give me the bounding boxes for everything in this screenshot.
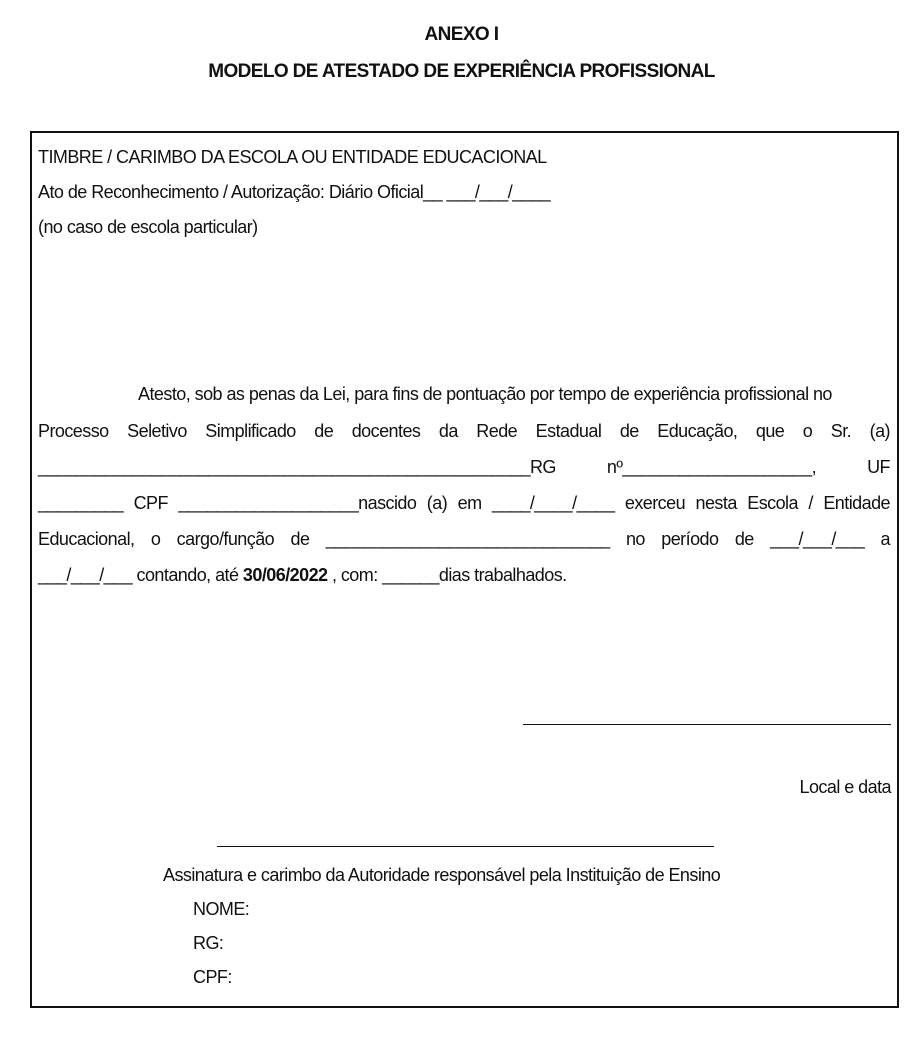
reference-date: 30/06/2022 — [242, 565, 328, 585]
statement-line-2: Processo Seletivo Simplificado de docentes da Rede Estadual de Educação, que o Sr. (a) — [38, 421, 890, 441]
place-date-label: Local e data — [799, 777, 891, 797]
annex-heading: ANEXO I — [424, 24, 499, 45]
statement-line-5: Educacional, o cargo/função de ______________________________ no período de ___/___/___ a — [38, 529, 890, 549]
cpf-label: CPF: — [193, 967, 232, 987]
statement-line-6: ___/___/___ contando, até 30/06/2022 , com: ______dias trabalhados. — [38, 565, 567, 585]
rg-label: RG: — [193, 933, 224, 953]
document-title: MODELO DE ATESTADO DE EXPERIÊNCIA PROFISSIONAL — [208, 61, 715, 82]
statement-line-4: _________ CPF ___________________nascido (a) em ____/____/____ exerceu nesta Escola / Entidade — [38, 493, 890, 513]
place-date-line — [523, 724, 891, 725]
name-label: NOME: — [193, 899, 250, 919]
signature-line — [217, 846, 714, 847]
signature-caption: Assinatura e carimbo da Autoridade responsável pela Instituição de Ensino — [163, 865, 721, 885]
letterhead-label: TIMBRE / CARIMBO DA ESCOLA OU ENTIDADE EDUCACIONAL — [38, 147, 547, 167]
statement-line-3: ____________________________________________________RG nº____________________, UF — [38, 457, 890, 477]
recognition-line: Ato de Reconhecimento / Autorização: Diário Oficial__ ___/___/____ — [38, 182, 551, 202]
statement-line-1: Atesto, sob as penas da Lei, para fins de pontuação por tempo de experiência profissional no — [138, 384, 832, 404]
private-school-note: (no caso de escola particular) — [38, 217, 258, 237]
